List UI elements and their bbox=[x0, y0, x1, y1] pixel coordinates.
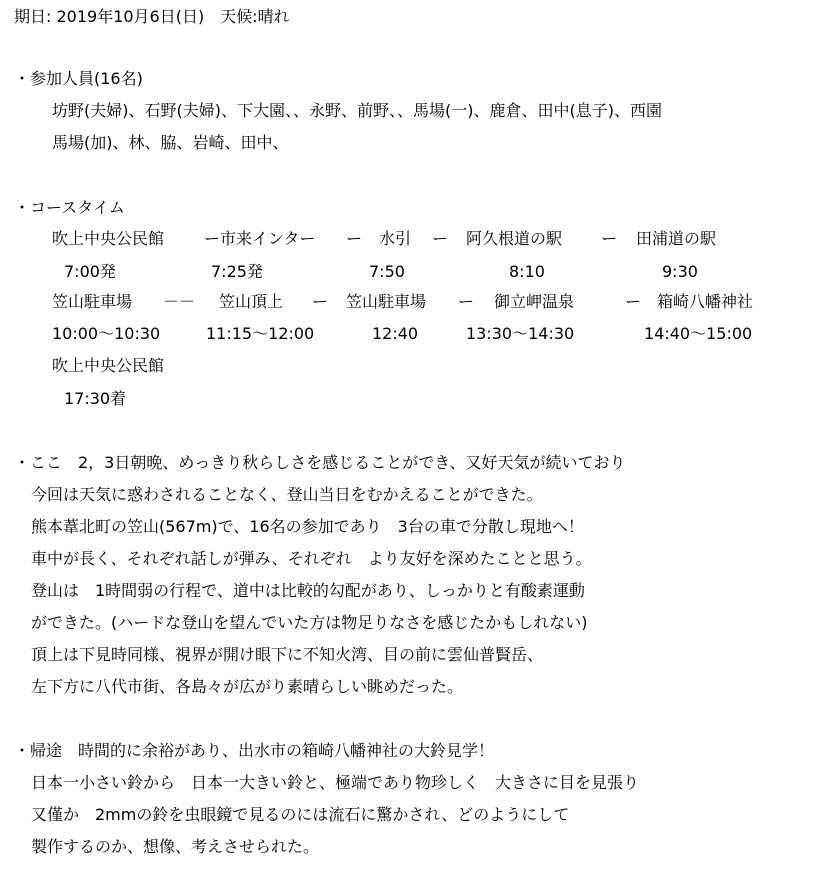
course-time: 14:40～15:00 bbox=[644, 324, 753, 343]
participants-line-1: 坊野(夫婦)、石野(夫婦)、下大園、、永野、前野、、馬場(一)、鹿倉、田中(息子)、西園 bbox=[52, 101, 662, 120]
report-line: ができた。(ハードな登山を望んでいた方は物足りなさを感じたかもしれない) bbox=[31, 613, 588, 632]
course-time: 7:25発 bbox=[211, 262, 263, 281]
course-place: 水引 bbox=[379, 229, 412, 248]
course-separator: ー bbox=[346, 229, 363, 248]
course-place: 箱崎八幡神社 bbox=[657, 292, 754, 311]
course-time-heading: ・コースタイム bbox=[14, 198, 125, 217]
course-separator: ー bbox=[601, 229, 618, 248]
course-separator: ー bbox=[432, 229, 449, 248]
return-trip-line: 又僅か 2mmの鈴を虫眼鏡で見るのには流石に驚かされ、どのようにして bbox=[31, 805, 570, 824]
course-place: ー市来インター bbox=[204, 229, 316, 248]
course-place: 吹上中央公民館 bbox=[52, 229, 165, 248]
course-place: 阿久根道の駅 bbox=[466, 229, 563, 248]
course-separator: －－ bbox=[163, 292, 196, 311]
participants-line-2: 馬場(加)、林、脇、岩崎、田中、 bbox=[52, 133, 289, 152]
course-time: 11:15～12:00 bbox=[206, 324, 315, 343]
report-line: 車中が長く、それぞれ話しが弾み、それぞれ より友好を深めたことと思う。 bbox=[31, 549, 592, 568]
course-time: 8:10 bbox=[509, 262, 545, 281]
course-time: 12:40 bbox=[372, 324, 419, 343]
course-place: 笠山頂上 bbox=[219, 292, 284, 311]
course-separator: ー bbox=[625, 292, 642, 311]
course-separator: ー bbox=[312, 292, 329, 311]
course-place: 笠山駐車場 bbox=[346, 292, 427, 311]
participants-heading: ・参加人員(16名) bbox=[14, 69, 143, 88]
report-line: 左下方に八代市街、各島々が広がり素晴らしい眺めだった。 bbox=[31, 677, 464, 696]
course-time: 9:30 bbox=[662, 262, 698, 281]
course-place: 御立岬温泉 bbox=[494, 292, 575, 311]
report-line: 今回は天気に惑わされることなく、登山当日をむかえることができた。 bbox=[31, 485, 543, 504]
date-weather-line: 期日: 2019年10月6日(日) 天候:晴れ bbox=[14, 7, 290, 26]
return-trip-line: 日本一小さい鈴から 日本一大きい鈴と、極端であり物珍しく 大きさに目を見張り bbox=[31, 773, 640, 792]
report-line: ・ここ 2，3日朝晩、めっきり秋らしさを感じることができ、又好天気が続いており bbox=[14, 453, 626, 472]
course-time: 13:30～14:30 bbox=[466, 324, 575, 343]
course-place: 笠山駐車場 bbox=[52, 292, 133, 311]
report-line: 頂上は下見時同様、視界が開け眼下に不知火湾、目の前に雲仙普賢岳、 bbox=[31, 645, 544, 664]
course-time: 17:30着 bbox=[64, 389, 127, 408]
course-separator: ー bbox=[458, 292, 475, 311]
report-line: 熊本葦北町の笠山(567m)で、16名の参加であり 3台の車で分散し現地へ！ bbox=[31, 517, 584, 536]
course-time: 7:50 bbox=[369, 262, 405, 281]
return-trip-line: 製作するのか、想像、考えさせられた。 bbox=[31, 837, 320, 856]
course-time: 10:00～10:30 bbox=[52, 324, 161, 343]
return-trip-line: ・帰途 時間的に余裕があり、出水市の箱崎八幡神社の大鈴見学！ bbox=[14, 741, 495, 760]
course-time: 7:00発 bbox=[64, 262, 116, 281]
course-place: 吹上中央公民館 bbox=[52, 356, 165, 375]
course-place: 田浦道の駅 bbox=[636, 229, 717, 248]
report-line: 登山は 1時間弱の行程で、道中は比較的勾配があり、しっかりと有酸素運動 bbox=[31, 581, 585, 600]
